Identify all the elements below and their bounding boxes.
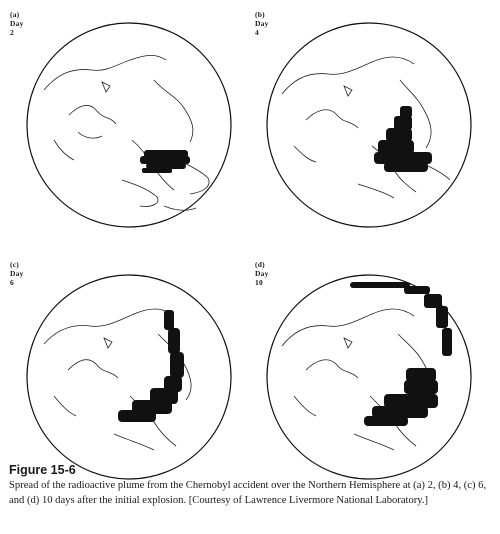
panel-a-label: (a) Day 2 — [10, 10, 24, 37]
panel-c-map — [14, 272, 244, 482]
panel-b-label: (b) Day 4 — [255, 10, 269, 37]
panel-d-map — [254, 272, 484, 482]
figure-title: Figure 15-6 — [9, 463, 76, 477]
figure-caption: Spread of the radioactive plume from the Chernobyl accident over the Northern Hemisphere at (a) 2, (b) 4, (c) 6, and (d) 10 days after the initial explosion. [Courtesy of Lawrence Livermore National Laboratory.] — [9, 480, 487, 506]
panel-d-label: (d) Day 10 — [255, 260, 269, 287]
panel-c-label: (c) Day 6 — [10, 260, 24, 287]
panel-b-map — [254, 20, 484, 230]
panel-a-map — [14, 20, 244, 230]
